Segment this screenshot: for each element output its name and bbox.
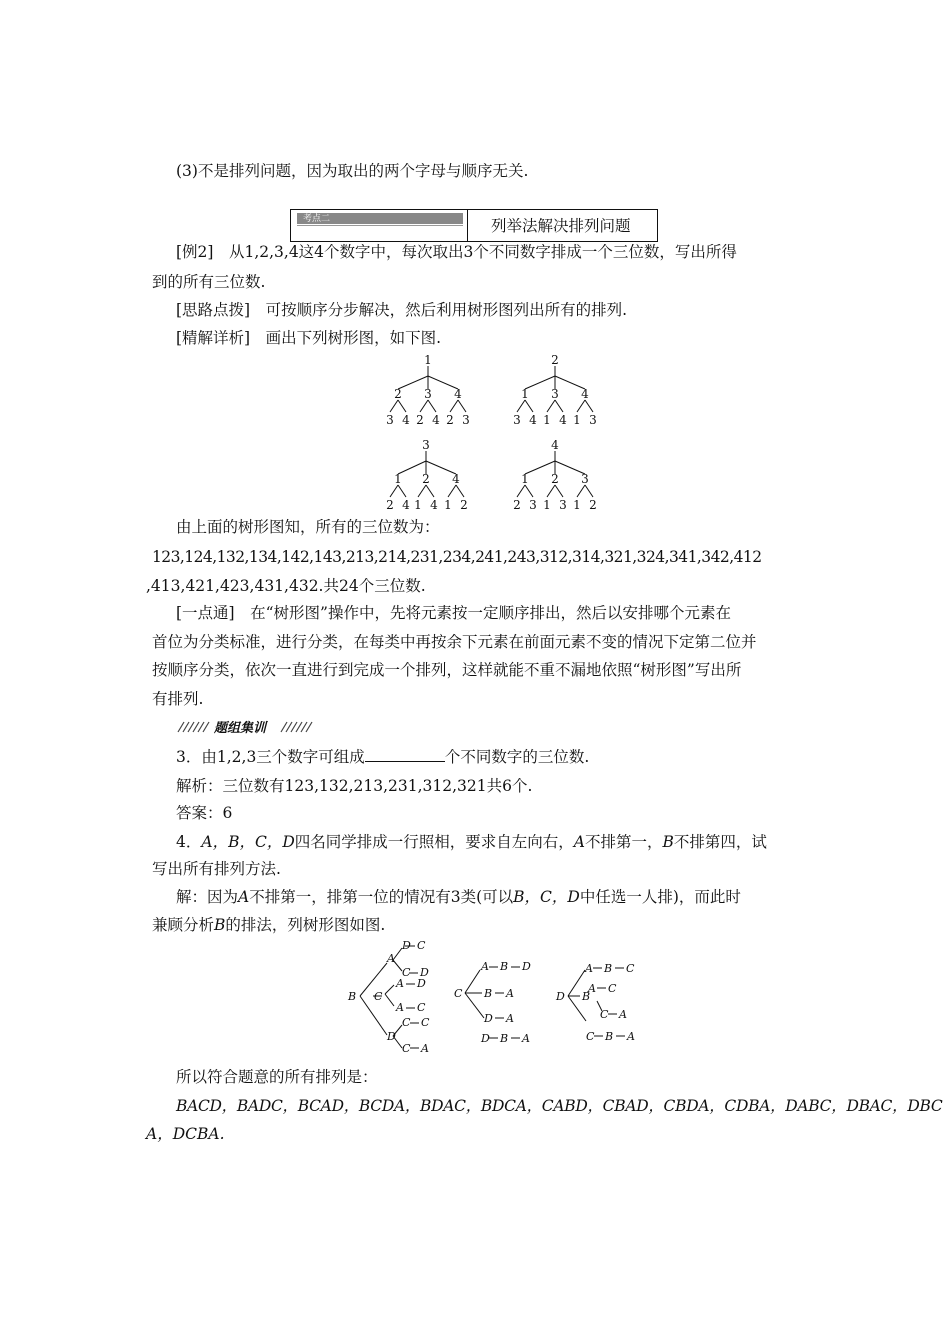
tip-line1: [一点通] 在“树形图”操作中，先将元素按一定顺序排出，然后以安排哪个元素在 bbox=[176, 604, 731, 622]
ltree-d-node: A bbox=[588, 982, 596, 995]
tree3-leaf: 4 bbox=[402, 498, 410, 512]
q4-names: A，B，C，D bbox=[201, 833, 295, 851]
tree2-mid: 1 bbox=[521, 387, 529, 401]
q4-sol-vars: B，C，D bbox=[513, 888, 580, 906]
hint-line: [思路点拨] 可按顺序分步解决，然后利用树形图列出所有的排列. bbox=[176, 301, 628, 319]
q4-solution-line1 bbox=[176, 886, 741, 908]
q4-solution-line2 bbox=[152, 914, 385, 936]
ltree-b-node: C bbox=[402, 1042, 411, 1055]
q4-num: 4． bbox=[176, 833, 202, 851]
q4-text: 四名同学排成一行照相，要求自左向右， bbox=[294, 833, 574, 851]
tree3-leaf: 1 bbox=[414, 498, 422, 512]
ltree-b-node: D bbox=[420, 966, 429, 979]
q3-answer: 答案：6 bbox=[176, 804, 233, 822]
tree1-leaf: 2 bbox=[416, 413, 424, 427]
ltree-c-root: C bbox=[454, 987, 463, 1000]
exercise-banner bbox=[176, 718, 316, 736]
ltree-d-node: A bbox=[619, 1008, 627, 1021]
ltree-b-node: C bbox=[421, 1016, 430, 1029]
conclusion-line: 由上面的树形图知，所有的三位数为： bbox=[176, 518, 440, 536]
q4-var-b: B bbox=[662, 833, 674, 851]
tree1-leaf: 2 bbox=[446, 413, 454, 427]
topic-tag bbox=[297, 213, 463, 224]
ltree-d-node: B bbox=[604, 962, 613, 975]
q3-text-a: 3．由1,2,3三个数字可组成 bbox=[176, 748, 365, 766]
numbers-line2: ,413,421,423,431,432.共24个三位数. bbox=[146, 577, 426, 595]
tree4-leaf: 1 bbox=[573, 498, 581, 512]
example2-line1: [例2] 从1,2,3,4这4个数字中，每次取出3个不同数字排成一个三位数，写出所得 bbox=[176, 243, 737, 261]
q4-sol-text: 的排法，列树形图如图. bbox=[225, 916, 386, 934]
tree3-leaf: 2 bbox=[460, 498, 468, 512]
tree4-leaf: 3 bbox=[559, 498, 567, 512]
ltree-b-node: D bbox=[402, 939, 411, 952]
topic-tag-label: 考点二 bbox=[303, 214, 331, 224]
tree4-leaf: 2 bbox=[513, 498, 521, 512]
tree3-mid: 4 bbox=[452, 472, 460, 486]
numbers-line1: 123,124,132,134,142,143,213,214,231,234,241,243,312,314,321,324,341,342,412 bbox=[152, 548, 762, 566]
tip-line2: 首位为分类标准，进行分类，在每类中再按余下元素在前面元素不变的情况下定第二位并 bbox=[152, 633, 757, 651]
tree4-mid: 1 bbox=[521, 472, 529, 486]
tree2-leaf: 1 bbox=[543, 413, 551, 427]
tree1-leaf: 3 bbox=[386, 413, 394, 427]
ltree-d-node: C bbox=[626, 962, 635, 975]
ltree-c-node: A bbox=[522, 1032, 530, 1045]
tree2-leaf: 4 bbox=[559, 413, 567, 427]
ltree-d-root: D bbox=[556, 990, 565, 1003]
ltree-b-node: C bbox=[374, 990, 383, 1003]
q4-list-line2: A，DCBA. bbox=[146, 1125, 225, 1143]
ltree-c-node: B bbox=[500, 1032, 509, 1045]
ltree-c-node: A bbox=[481, 960, 489, 973]
ltree-c-node: D bbox=[522, 960, 531, 973]
ltree-d-node: A bbox=[627, 1030, 635, 1043]
ltree-b-node: A bbox=[396, 1001, 404, 1014]
ltree-b-node: C bbox=[402, 1016, 411, 1029]
ltree-c-node: A bbox=[506, 1012, 514, 1025]
tree2-leaf: 3 bbox=[589, 413, 597, 427]
tree1-mid: 4 bbox=[454, 387, 462, 401]
topic-box bbox=[290, 209, 658, 242]
q4-sol-text: 中任选一人排)，而此时 bbox=[579, 888, 741, 906]
tree1-mid: 3 bbox=[424, 387, 432, 401]
ltree-b-node: C bbox=[417, 939, 426, 952]
q4-sol-var: A bbox=[238, 888, 250, 906]
tree2-leaf: 1 bbox=[573, 413, 581, 427]
tree2-mid: 4 bbox=[581, 387, 589, 401]
ltree-d-node: C bbox=[608, 982, 617, 995]
q3-line bbox=[176, 746, 589, 768]
tree2-leaf: 4 bbox=[529, 413, 537, 427]
tree2-root: 2 bbox=[551, 353, 559, 367]
ltree-b-node: C bbox=[402, 966, 411, 979]
ltree-b-node: A bbox=[396, 977, 404, 990]
banner-label: 题组集训 bbox=[214, 721, 267, 736]
ltree-b-node: A bbox=[387, 952, 395, 965]
tree3-leaf: 1 bbox=[444, 498, 452, 512]
tree4-mid: 2 bbox=[551, 472, 559, 486]
ltree-d-node: C bbox=[586, 1030, 595, 1043]
q4-var-a: A bbox=[573, 833, 585, 851]
tree1-mid: 2 bbox=[394, 387, 402, 401]
tree1-root: 1 bbox=[424, 353, 432, 367]
letter-tree-diagram bbox=[340, 938, 640, 1058]
example2-line2: 到的所有三位数. bbox=[152, 273, 266, 291]
q4-sol-var: B bbox=[214, 916, 226, 934]
ltree-b-node: A bbox=[421, 1042, 429, 1055]
ltree-c-node: D bbox=[484, 1012, 493, 1025]
ltree-d-node: B bbox=[605, 1030, 614, 1043]
tree3-mid: 2 bbox=[422, 472, 430, 486]
tree3-root: 3 bbox=[422, 438, 430, 452]
ltree-d-node: C bbox=[600, 1008, 609, 1021]
q3-text-b: 个不同数字的三位数. bbox=[444, 748, 590, 766]
q4-sol-text: 兼顾分析 bbox=[152, 916, 215, 934]
q4-sol-text: 不排第一，排第一位的情况有3类(可以 bbox=[249, 888, 514, 906]
tip-line4: 有排列. bbox=[152, 690, 204, 708]
ltree-b-node: C bbox=[417, 1001, 426, 1014]
tree4-leaf: 2 bbox=[589, 498, 597, 512]
q4-text: 不排第四，试 bbox=[673, 833, 767, 851]
tree2-mid: 3 bbox=[551, 387, 559, 401]
tree3-leaf: 4 bbox=[430, 498, 438, 512]
q4-all-line: 所以符合题意的所有排列是： bbox=[176, 1068, 378, 1086]
tree4-leaf: 1 bbox=[543, 498, 551, 512]
ltree-c-node: B bbox=[484, 987, 493, 1000]
q4-text: 不排第一， bbox=[584, 833, 663, 851]
ltree-c-node: A bbox=[506, 987, 514, 1000]
line-part3: (3)不是排列问题，因为取出的两个字母与顺序无关. bbox=[176, 162, 529, 180]
tree1-leaf: 4 bbox=[432, 413, 440, 427]
solution-line: [精解详析] 画出下列树形图，如下图. bbox=[176, 329, 442, 347]
q4-list-line1: BACD，BADC，BCAD，BCDA，BDAC，BDCA，CABD，CBAD，CBDA，CDBA，DABC，DBAC，DBC bbox=[176, 1097, 943, 1115]
ltree-b-node: D bbox=[387, 1030, 396, 1043]
tree1-leaf: 3 bbox=[462, 413, 470, 427]
tip-line3: 按顺序分类，依次一直进行到完成一个排列，这样就能不重不漏地依照“树形图”写出所 bbox=[152, 661, 742, 679]
number-tree-diagram bbox=[370, 352, 610, 512]
ltree-b-node: D bbox=[417, 977, 426, 990]
tree2-leaf: 3 bbox=[513, 413, 521, 427]
tree4-leaf: 3 bbox=[529, 498, 537, 512]
tree4-mid: 3 bbox=[581, 472, 589, 486]
q4-line2: 写出所有排列方法. bbox=[152, 860, 281, 878]
tree4-root: 4 bbox=[551, 438, 559, 452]
ltree-d-node: B bbox=[582, 990, 591, 1003]
ltree-c-node: B bbox=[500, 960, 509, 973]
ltree-c-node: D bbox=[481, 1032, 490, 1045]
ltree-b-root: B bbox=[348, 990, 357, 1003]
tree3-leaf: 2 bbox=[386, 498, 394, 512]
q4-line1 bbox=[176, 831, 767, 853]
topic-title: 列举法解决排列问题 bbox=[491, 217, 631, 235]
q3-analysis: 解析：三位数有123,132,213,231,312,321共6个. bbox=[176, 777, 533, 795]
ltree-d-node: A bbox=[585, 962, 593, 975]
q3-answer-blank bbox=[365, 747, 445, 762]
tree1-leaf: 4 bbox=[402, 413, 410, 427]
q4-sol-text: 解：因为 bbox=[176, 888, 239, 906]
tree3-mid: 1 bbox=[394, 472, 402, 486]
